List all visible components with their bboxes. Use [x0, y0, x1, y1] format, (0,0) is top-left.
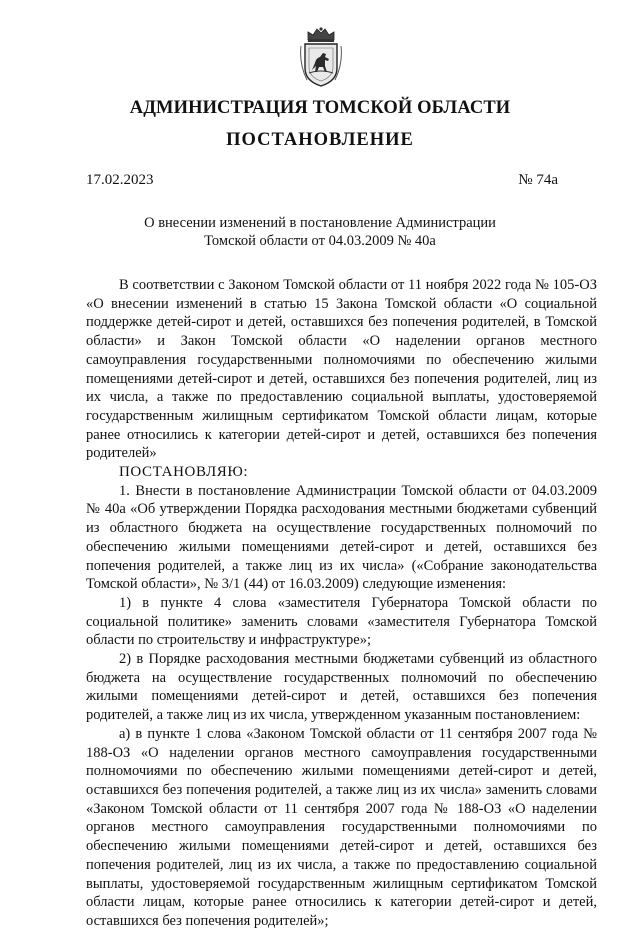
preamble-paragraph: В соответствии с Законом Томской области от 11 ноября 2022 года № 105-ОЗ «О внесении изменений в статью 15 Закона Томской области «О социальной поддержке детей-сирот и детей, оставшихся без попечения родителей, в Томской области» и Закон Томской области «О наделении органов местного самоуправления государственными полномочиями по обеспечению жилыми помещениями детей-сирот и детей, оставшихся без попечения родителей, лиц из их числа, а также по предоставлению социальной выплаты, удостоверяемой государственным жилищным сертификатом Томской области лицам, которые ранее относились к категории детей-сирот и детей, оставшихся без попечения родителей» — [86, 277, 597, 462]
document-body — [86, 276, 597, 931]
document-subject — [120, 214, 520, 250]
subject-line-1: О внесении изменений в постановление Администрации — [144, 215, 496, 231]
item-1-paragraph: 1. Внести в постановление Администрации Томской области от 04.03.2009 № 40а «Об утверждении Порядка расходования местными бюджетами субвенций из областного бюджета на осуществление государственных полномочий по обеспечению жилыми помещениями детей-сирот и детей, оставшихся без попечения родителей, а также лиц из их числа» («Собрание законодательства Томской области», № 3/1 (44) от 16.03.2009) следующие изменения: — [86, 482, 597, 593]
document-number: № 74а — [518, 172, 558, 188]
item-1-2-paragraph: 2) в Порядке расходования местными бюджетами субвенций из областного бюджета на осуществление государственных полномочий по обеспечению жилыми помещениями детей-сирот и детей, оставшихся без попечения родителей, а также лиц из их числа, утвержденном указанным постановлением: — [86, 651, 597, 724]
organization-title: АДМИНИСТРАЦИЯ ТОМСКОЙ ОБЛАСТИ — [129, 98, 511, 118]
document-date: 17.02.2023 — [86, 172, 154, 188]
subject-line-2: Томской области от 04.03.2009 № 40а — [204, 233, 436, 249]
item-1-2-a-paragraph: а) в пункте 1 слова «Законом Томской области от 11 сентября 2007 года № 188-ОЗ «О наделении органов местного самоуправления государственными полномочиями по обеспечению жилыми помещениями детей-сирот и детей, оставшихся без попечения родителей, а также лиц из их числа» заменить словами «Законом Томской области от 11 сентября 2007 года № 188-ОЗ «О наделении органов местного самоуправления государственными полномочиями по обеспечению жилыми помещениями детей-сирот и детей, оставшихся без попечения родителей, лиц из их числа, а также по предоставлению социальной выплаты, удостоверяемой государственным жилищным сертификатом Томской области лицам, которые ранее относились к категории детей-сирот и детей, оставшихся без попечения родителей»; — [86, 725, 597, 929]
item-1-1-paragraph: 1) в пункте 4 слова «заместителя Губернатора Томской области по социальной политике» заменить словами «заместителя Губернатора Томской области по строительству и инфраструктуре»; — [86, 594, 597, 649]
document-type-title: ПОСТАНОВЛЕНИЕ — [226, 130, 414, 150]
tomsk-oblast-coat-of-arms-icon — [299, 26, 343, 90]
decree-verb: ПОСТАНОВЛЯЮ: — [119, 464, 249, 481]
